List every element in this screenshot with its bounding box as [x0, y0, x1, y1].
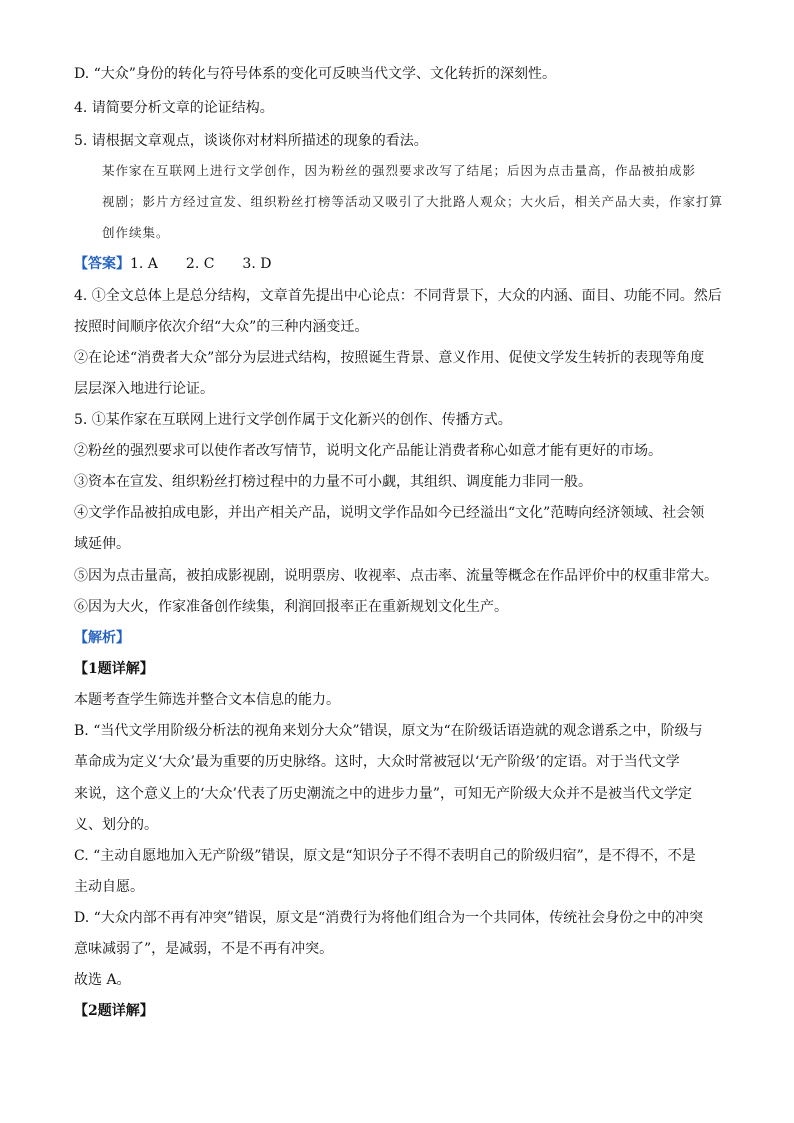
analysis-text-line: 故选 A。 — [74, 972, 131, 988]
answer-choices: 1. A 2. C 3. D — [130, 256, 272, 272]
analysis-text-line: D. “大众内部不再有冲突”错误，原文是“消费行为将他们组合为一个共同体，传统社会身份之中的冲突 — [74, 910, 704, 926]
answer-tag: 【答案】 — [74, 256, 130, 272]
answer-text-line: ②在论述“消费者大众”部分为层进式结构，按照诞生背景、意义作用、促使文学发生转折的表现等角度 — [74, 350, 705, 366]
material-quote-line: 创作续集。 — [102, 225, 170, 240]
question-1-detail-tag: 【1题详解】 — [74, 661, 154, 677]
material-quote-line: 视剧；影片方经过宣发、组织粉丝打榜等活动又吸引了大批路人观众；大火后，相关产品大卖，作家打算 — [102, 194, 724, 209]
answer-text-line: ⑤因为点击量高，被拍成影视剧，说明票房、收视率、点击率、流量等概念在作品评价中的权重非常大。 — [74, 568, 718, 584]
answer-text-line: ②粉丝的强烈要求可以使作者改写情节，说明文化产品能让消费者称心如意才能有更好的市场。 — [74, 443, 662, 459]
answer-text-line: ④文学作品被拍成电影，并出产相关产品，说明文学作品如今已经溢出“文化”范畴向经济领域、社会领 — [74, 505, 705, 521]
answer-text-line: 层层深入地进行论证。 — [74, 381, 214, 397]
answer-text-line: 5. ①某作家在互联网上进行文学创作属于文化新兴的创作、传播方式。 — [74, 412, 512, 428]
answer-line — [74, 254, 724, 274]
analysis-text-line: 义、划分的。 — [74, 817, 158, 833]
answer-text-line: 4. ①全文总体上是总分结构，文章首先提出中心论点：不同背景下，大众的内涵、面目、功能不同。然后 — [74, 288, 722, 304]
analysis-tag: 【解析】 — [74, 630, 130, 646]
analysis-text-line: 主动自愿。 — [74, 879, 144, 895]
material-quote-line: 某作家在互联网上进行文学创作，因为粉丝的强烈要求改写了结尾；后因为点击量高，作品被拍成影 — [102, 163, 697, 178]
answer-text-line: 域延伸。 — [74, 536, 130, 552]
answer-text-line: 按照时间顺序依次介绍“大众”的三种内涵变迁。 — [74, 319, 369, 335]
analysis-text-line: 本题考查学生筛选并整合文本信息的能力。 — [74, 692, 340, 708]
question-5: 5. 请根据文章观点，谈谈你对材料所描述的现象的看法。 — [74, 133, 428, 149]
analysis-text-line: 革命成为定义‘大众’最为重要的历史脉络。这时，大众时常被冠以‘无产阶级’的定语。对于当代文学 — [74, 754, 680, 770]
answer-text-line: ⑥因为大火，作家准备创作续集，利润回报率正在重新规划文化生产。 — [74, 599, 508, 615]
question-4: 4. 请简要分析文章的论证结构。 — [74, 100, 274, 116]
question-2-detail-tag: 【2题详解】 — [74, 1003, 154, 1019]
question-option-d: D. “大众”身份的转化与符号体系的变化可反映当代文学、文化转折的深刻性。 — [74, 66, 556, 82]
analysis-text-line: C. “主动自愿地加入无产阶级”错误，原文是“知识分子不得不表明自己的阶级归宿”，是不得不，不是 — [74, 848, 696, 864]
analysis-text-line: 意味减弱了”，是减弱，不是不再有冲突。 — [74, 941, 334, 957]
answer-text-line: ③资本在宣发、组织粉丝打榜过程中的力量不可小觑，其组织、调度能力非同一般。 — [74, 474, 592, 490]
analysis-text-line: 来说，这个意义上的‘大众’代表了历史潮流之中的进步力量”，可知无产阶级大众并不是被当代文学定 — [74, 786, 693, 802]
analysis-text-line: B. “当代文学用阶级分析法的视角来划分大众”错误，原文为“在阶级话语造就的观念谱系之中，阶级与 — [74, 723, 703, 739]
